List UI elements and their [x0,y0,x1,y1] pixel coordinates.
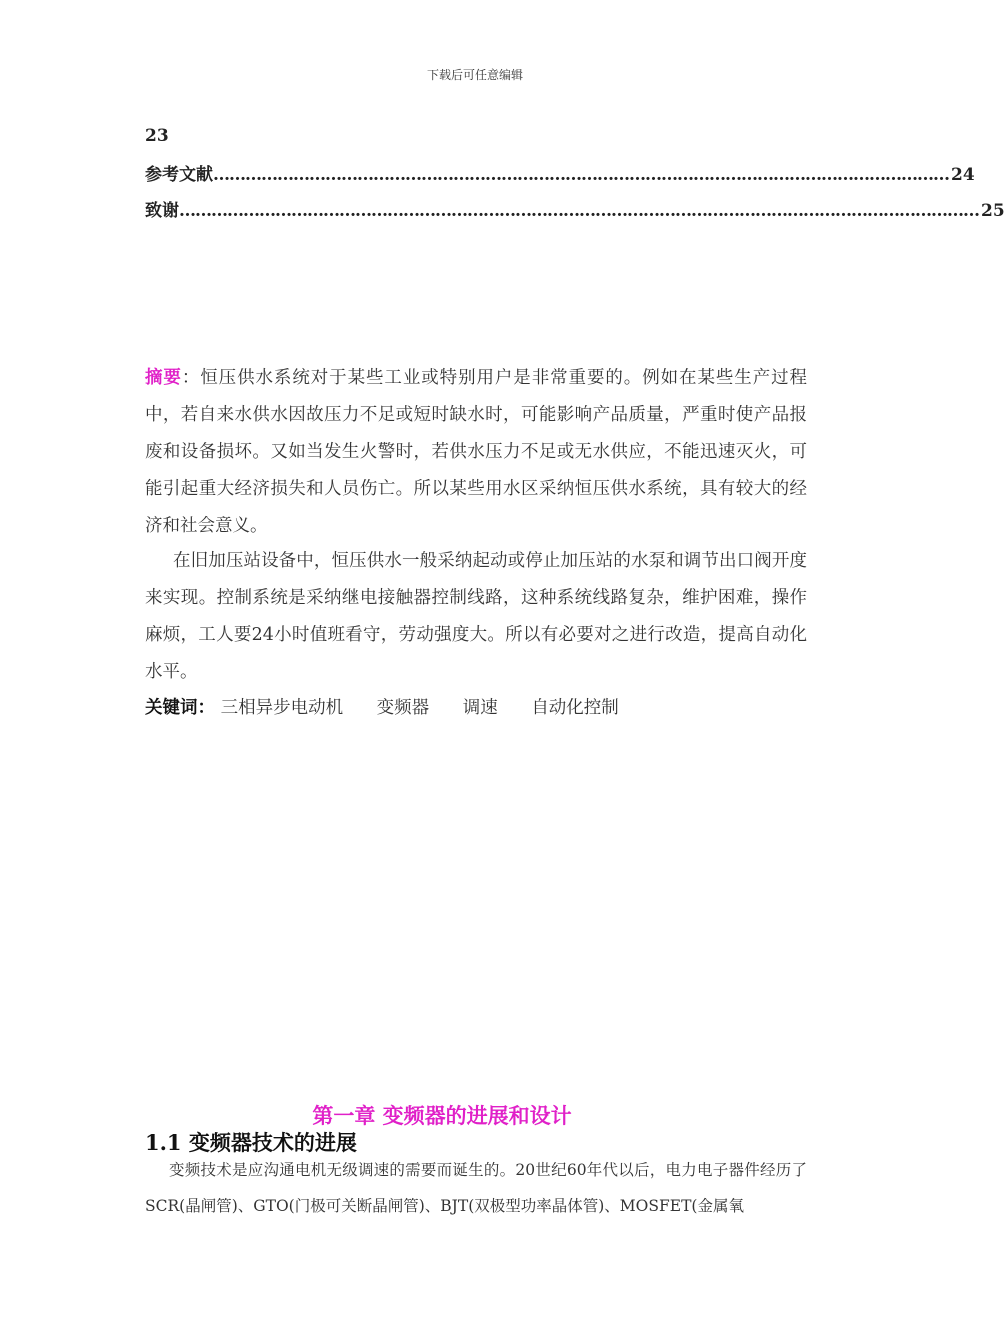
abstract-label: 摘要 [145,368,182,388]
toc-entry-page: 24 [951,165,975,185]
abstract-colon: ： [181,368,201,388]
keywords-line [145,690,647,727]
toc-page-number: 23 [145,126,169,146]
toc-entry[interactable] [145,196,1005,221]
abstract-paragraph [145,360,807,545]
keyword-item: 自动化控制 [531,698,619,718]
chapter-title: 第一章 变频器的进展和设计 [312,1103,572,1128]
toc-leader-dots: ………………………………………………………………………………………………………………………… [213,165,949,185]
body-paragraph: 变频技术是应沟通电机无级调速的需要而诞生的。20世纪60年代以后，电力电子器件经历了SCR(晶闸管)、GTO(门极可关断晶闸管)、BJT(双极型功率晶体管)、MOSFET(金属氧 [145,1161,807,1215]
toc-entry[interactable] [145,160,975,185]
abstract-paragraph-2: 在旧加压站设备中，恒压供水一般采纳起动或停止加压站的水泵和调节出口阀开度来实现。控制系统是采纳继电接触器控制线路，这种系统线路复杂，维护困难，操作麻烦，工人要24小时值班看守，劳动强度大。所以有必要对之进行改造，提高自动化水平。 [145,551,807,682]
toc-entry-page: 25 [981,201,1005,221]
keyword-item: 三相异步电动机 [220,698,344,718]
toc-entry-label: 致谢 [145,201,179,221]
keyword-item: 调速 [462,698,498,718]
section-title: 1.1 变频器技术的进展 [145,1130,357,1155]
toc-entry-label: 参考文献 [145,165,213,185]
abstract-text: 恒压供水系统对于某些工业或特别用户是非常重要的。例如在某些生产过程中，若自来水供水因故压力不足或短时缺水时，可能影响产品质量，严重时使产品报废和设备损坏。又如当发生火警时，若供水压力不足或无水供应，不能迅速灭火，可能引起重大经济损失和人员伤亡。所以某些用水区采纳恒压供水系统，具有较大的经济和社会意义。 [145,368,808,536]
keywords-label: 关键词： [145,698,215,718]
keyword-item: 变频器 [376,698,430,718]
page-header-note: 下载后可任意编辑 [426,68,523,82]
toc-leader-dots: …………………………………………………………………………………………………………………………………… [179,201,979,221]
